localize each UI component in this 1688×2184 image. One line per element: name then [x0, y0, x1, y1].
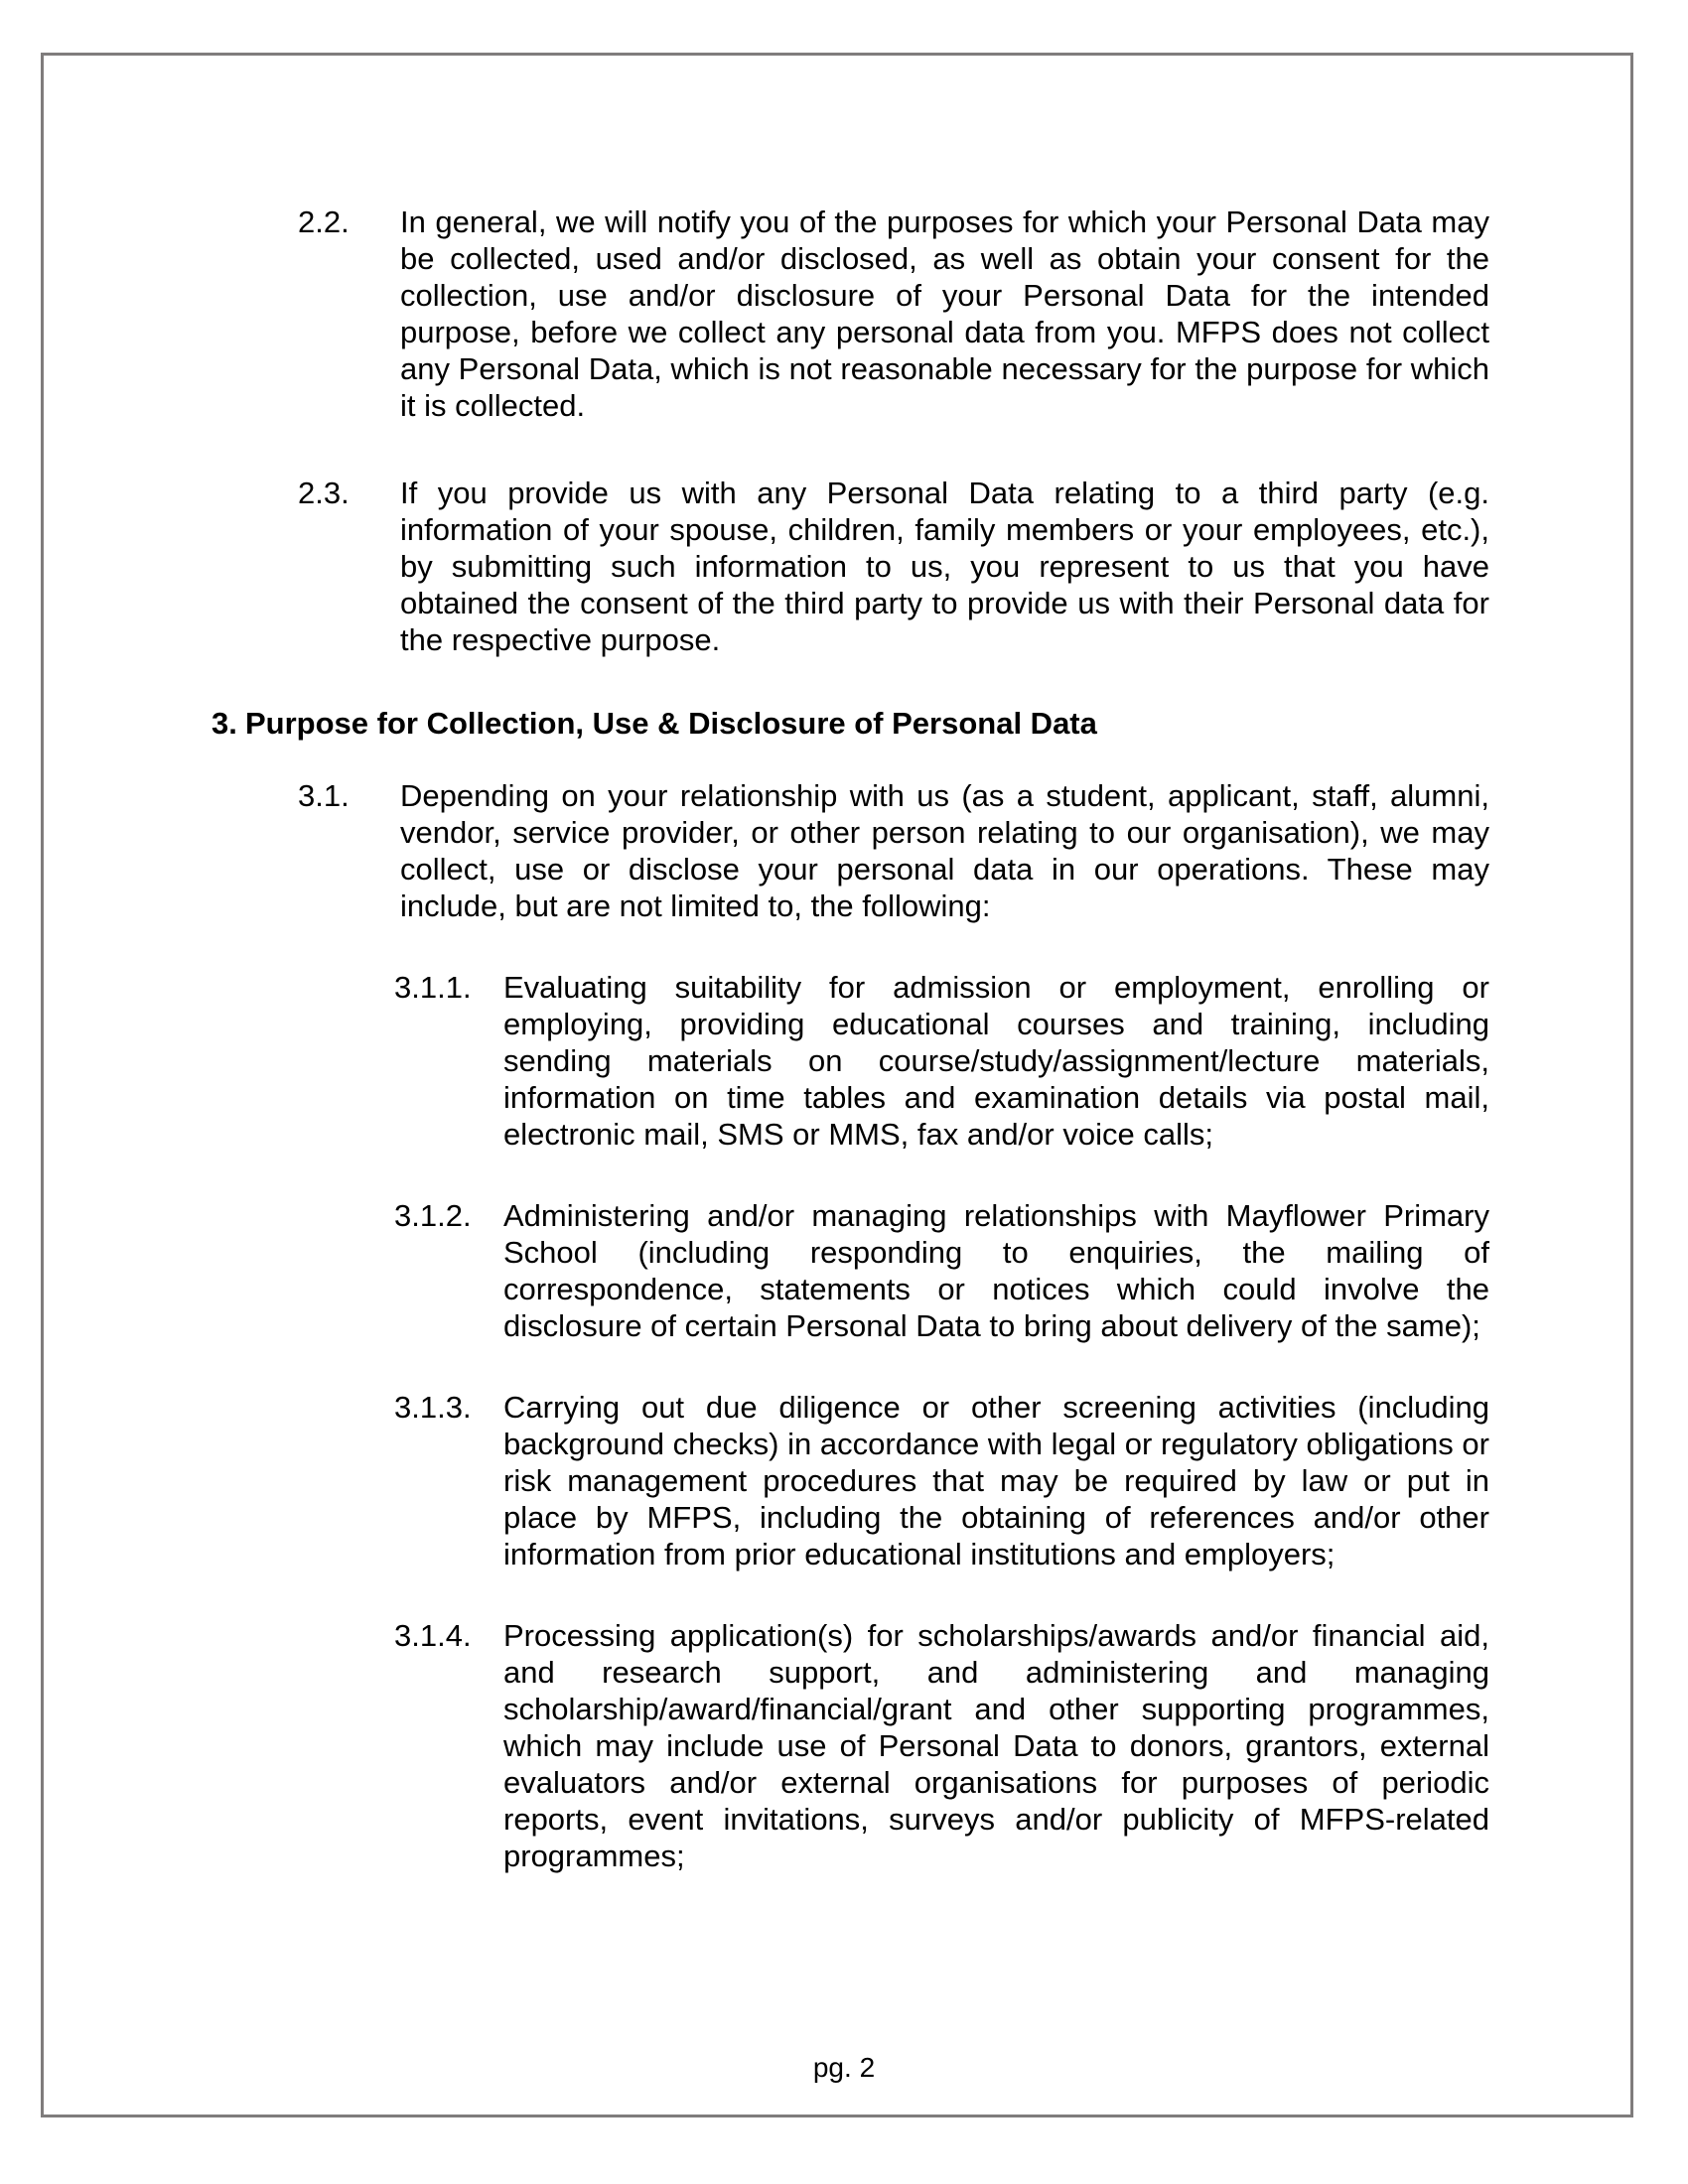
section-3-1: [0, 777, 1688, 924]
section-3-1-2: [0, 1197, 1688, 1344]
section-2-2: [0, 204, 1688, 424]
section-text: Carrying out due diligence or other screening activities (including background checks) in accordance with legal or regulatory obligations or risk management procedures that may be required by law or put in place by MFPS, including the obtaining of references and/or other information from prior educational institutions and employers;: [503, 1390, 1489, 1571]
section-number: 3.1.3.: [394, 1390, 472, 1425]
section-3-1-4: [0, 1617, 1688, 1874]
section-text: In general, we will notify you of the purposes for which your Personal Data may be collected, used and/or disclosed, as well as obtain your consent for the collection, use and/or disclosure of your Personal Data for the intended purpose, before we collect any personal data from you. MFPS does not collect any Personal Data, which is not reasonable necessary for the purpose for which it is collected.: [400, 205, 1489, 423]
section-number: 2.3.: [298, 476, 350, 510]
document-content: [0, 204, 1688, 1874]
section-3-1-3: [0, 1389, 1688, 1572]
section-2-3: [0, 475, 1688, 658]
section-text: Administering and/or managing relationships with Mayflower Primary School (including responding to enquiries, the mailing of correspondence, statements or notices which could involve the disclosure of certain Personal Data to bring about delivery of the same);: [503, 1198, 1489, 1343]
section-text: If you provide us with any Personal Data relating to a third party (e.g. information of your spouse, children, family members or your employees, etc.), by submitting such information to us, you represent to us that you have obtained the consent of the third party to provide us with their Personal data for the respective purpose.: [400, 476, 1489, 657]
page-number-footer: pg. 2: [812, 2052, 876, 2083]
section-text: Processing application(s) for scholarships/awards and/or financial aid, and research support, and administering and managing scholarship/award/financial/grant and other supporting programmes, which may include use of Personal Data to donors, grantors, external evaluators and/or external organisations for purposes of periodic reports, event invitations, surveys and/or publicity of MFPS-related programmes;: [503, 1618, 1489, 1873]
section-number: 3.1.: [298, 778, 350, 813]
section-heading-text: Purpose for Collection, Use & Disclosure of Personal Data: [245, 706, 1097, 741]
section-number: 2.2.: [298, 205, 350, 239]
section-text: Depending on your relationship with us (as a student, applicant, staff, alumni, vendor, service provider, or other person relating to our organisation), we may collect, use or disclose your personal data in our operations. These may include, but are not limited to, the following:: [400, 778, 1489, 923]
section-number: 3.1.4.: [394, 1618, 472, 1653]
section-number: 3.: [211, 706, 237, 741]
section-text: Evaluating suitability for admission or employment, enrolling or employing, providing educational courses and training, including sending materials on course/study/assignment/lecture materials, information on time tables and examination details via postal mail, electronic mail, SMS or MMS, fax and/or voice calls;: [503, 970, 1489, 1152]
section-number: 3.1.1.: [394, 970, 472, 1005]
section-number: 3.1.2.: [394, 1198, 472, 1233]
section-3-heading: [0, 705, 1688, 742]
section-3-1-1: [0, 969, 1688, 1153]
